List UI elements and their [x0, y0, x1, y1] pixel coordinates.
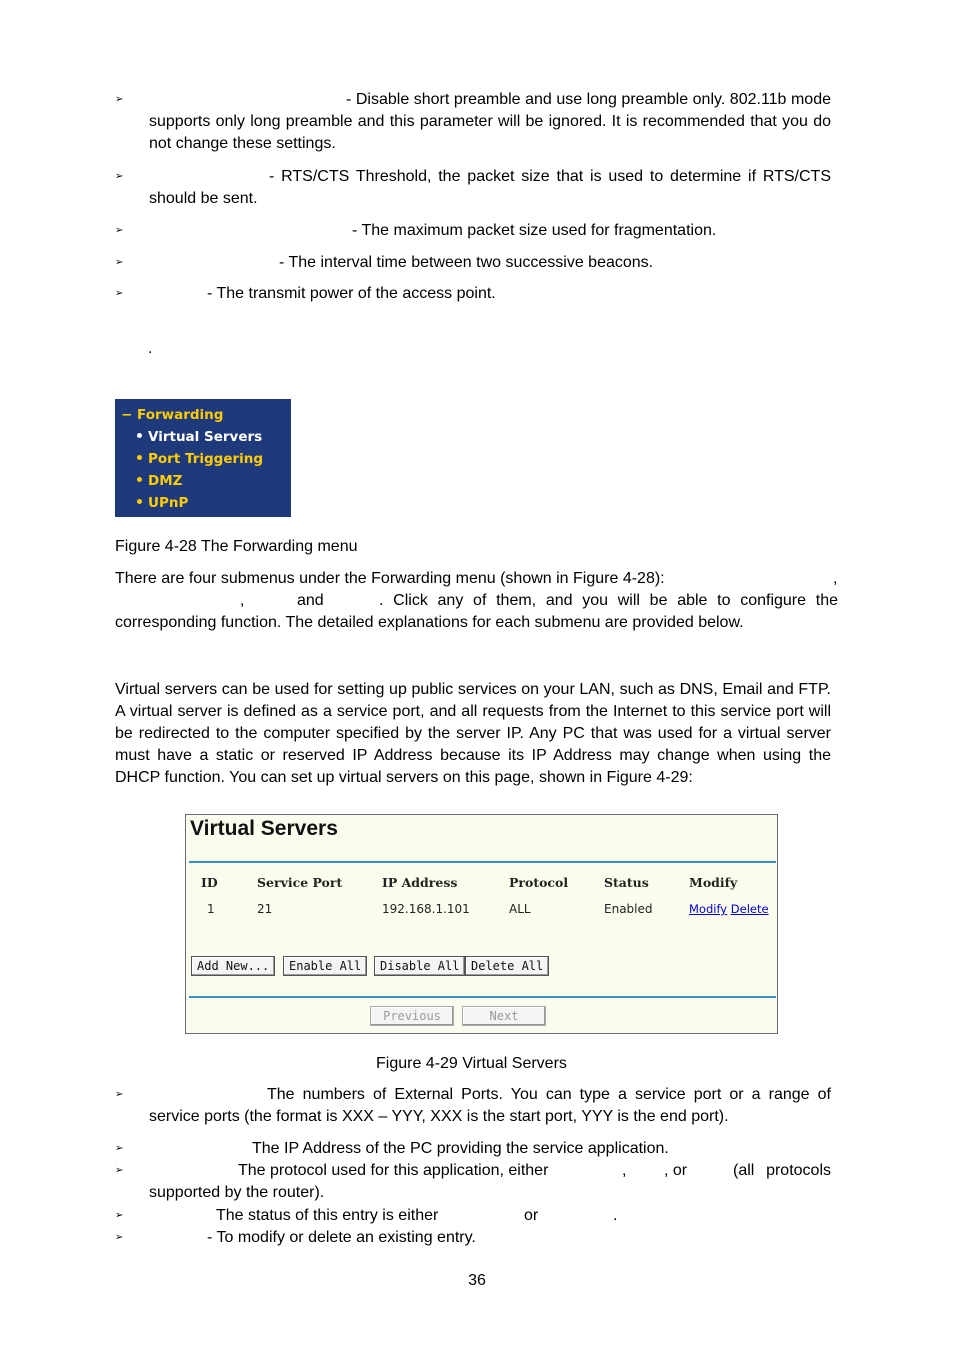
bullet-arrow-icon: ➢ [115, 1210, 124, 1221]
bullet-text: - The transmit power of the access point. [207, 285, 496, 302]
bullet-fragmentation [115, 220, 831, 242]
cell-ip-address: 192.168.1.101 [382, 902, 470, 916]
bullet-ip-address [115, 1138, 831, 1160]
bullet-dot-icon [137, 455, 142, 460]
add-new-button[interactable]: Add New... [191, 956, 275, 976]
bullet-arrow-icon: ➢ [115, 1165, 124, 1176]
protocol-comma: , [622, 1162, 627, 1179]
bullet-arrow-icon: ➢ [115, 1089, 124, 1100]
bullet-arrow-icon: ➢ [115, 94, 124, 105]
cell-id: 1 [207, 902, 215, 916]
next-button[interactable]: Next [462, 1006, 546, 1026]
forwarding-menu [115, 399, 291, 517]
bullet-text: - The maximum packet size used for fragmentation. [352, 222, 717, 239]
bullet-rts-threshold [115, 166, 831, 210]
bullet-transmit-power [115, 283, 831, 305]
page-number: 36 [468, 1272, 486, 1289]
delete-all-button[interactable]: Delete All [465, 956, 549, 976]
enable-all-button[interactable]: Enable All [283, 956, 367, 976]
figure-28-caption: Figure 4-28 The Forwarding menu [115, 538, 358, 555]
previous-button[interactable]: Previous [370, 1006, 454, 1026]
submenus-comma1: , [833, 570, 838, 587]
title-divider [189, 861, 776, 863]
column-header-ip-address: IP Address [382, 875, 458, 890]
bullet-dot-icon [137, 477, 142, 482]
paragraph-submenus [115, 568, 838, 634]
bullet-dot-icon [137, 499, 142, 504]
collapse-icon: − [121, 407, 133, 423]
menu-item-port-triggering[interactable]: Port Triggering [137, 448, 263, 470]
bullet-text: - Disable short preamble and use long preamble only. 802.11b mode supports only long preamble and this parameter will be ignored. It is recommended that you do not change these settings. [149, 91, 831, 152]
virtual-servers-title: Virtual Servers [190, 817, 338, 840]
bullet-text: The numbers of External Ports. You can type a service port or a range of service ports (the format is XXX – YYY, XXX is the start port, YYY is the end port). [149, 1086, 831, 1125]
cell-protocol: ALL [509, 902, 531, 916]
submenus-line1: There are four submenus under the Forwarding menu (shown in Figure 4-28): [115, 570, 665, 587]
protocol-text-b-wrap [149, 1160, 831, 1204]
menu-item-virtual-servers[interactable]: Virtual Servers [137, 426, 262, 448]
column-header-modify: Modify [689, 875, 738, 890]
column-header-id: ID [201, 875, 218, 890]
bullet-text: - The interval time between two successive beacons. [279, 254, 654, 271]
cell-status: Enabled [604, 902, 653, 916]
status-end: . [613, 1207, 618, 1224]
protocol-text-a: The protocol used for this application, either [238, 1162, 549, 1179]
disable-all-button[interactable]: Disable All [374, 956, 465, 976]
submenus-comma2: , [240, 592, 245, 609]
bullet-modify [115, 1227, 831, 1249]
submenus-rest-line2: . Click any of them, and you will be able to configure the [379, 592, 838, 609]
paragraph-virtual-servers: Virtual servers can be used for setting up public services on your LAN, such as DNS, Email and FTP. A virtual server is defined as a service port, and all requests from the Internet to this service port will be redirected to the computer specified by the server IP. Any PC that was used for a virtual server must have a static or reserved IP Address because its IP Address may change when using the DHCP function. You can set up virtual servers on this page, shown in Figure 4-29: [115, 681, 831, 786]
column-header-protocol: Protocol [509, 875, 569, 890]
bullet-text: The IP Address of the PC providing the service application. [252, 1140, 669, 1157]
bullet-text: - To modify or delete an existing entry. [207, 1229, 476, 1246]
column-header-service-port: Service Port [257, 875, 343, 890]
delete-link[interactable]: Delete [730, 902, 769, 916]
status-text-a: The status of this entry is either [216, 1207, 439, 1224]
forwarding-menu-header[interactable] [121, 404, 223, 426]
virtual-servers-panel [185, 814, 778, 1034]
column-header-status: Status [604, 875, 649, 890]
bullet-arrow-icon: ➢ [115, 1232, 124, 1243]
submenus-and: and [297, 592, 324, 609]
bullet-beacon [115, 252, 831, 274]
bullet-arrow-icon: ➢ [115, 171, 124, 182]
modify-link[interactable]: Modify [689, 902, 728, 916]
bullet-dot-icon [137, 433, 142, 438]
protocol-or: , or [664, 1162, 688, 1179]
bullet-protocol [115, 1160, 831, 1204]
footer-divider [189, 996, 776, 998]
bullet-text: - RTS/CTS Threshold, the packet size that is used to determine if RTS/CTS should be sent. [149, 168, 831, 207]
bullet-arrow-icon: ➢ [115, 1143, 124, 1154]
status-or: or [524, 1207, 539, 1224]
bullet-arrow-icon: ➢ [115, 225, 124, 236]
forwarding-menu-title: Forwarding [137, 407, 224, 423]
bullet-short-preamble [115, 89, 831, 155]
stray-period: . [148, 340, 153, 357]
bullet-service-port [115, 1084, 831, 1128]
menu-item-dmz[interactable]: DMZ [137, 470, 182, 492]
bullet-arrow-icon: ➢ [115, 288, 124, 299]
cell-modify [689, 901, 769, 917]
figure-29-caption: Figure 4-29 Virtual Servers [376, 1055, 567, 1072]
bullet-arrow-icon: ➢ [115, 257, 124, 268]
cell-service-port: 21 [257, 902, 273, 916]
protocol-text-b: (all protocols supported by the router). [149, 1162, 831, 1201]
menu-item-upnp[interactable]: UPnP [137, 492, 188, 514]
submenus-rest-line3: corresponding function. The detailed explanations for each submenu are provided below. [115, 614, 744, 631]
